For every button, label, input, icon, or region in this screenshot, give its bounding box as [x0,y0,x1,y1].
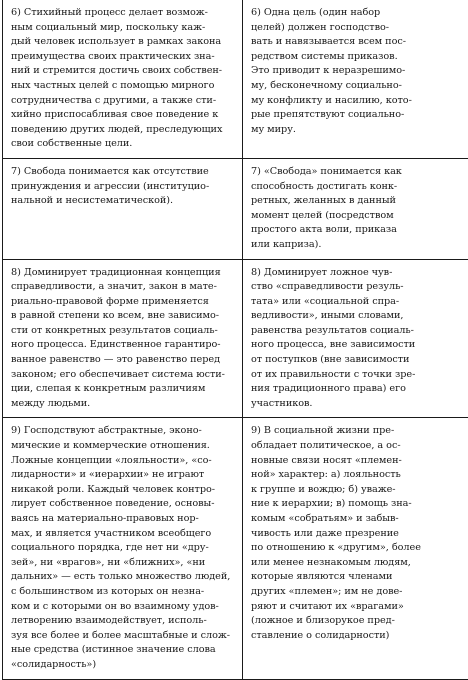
table-row [3,0,468,158]
right-cell: 9) В социальной жизни пре- обладает политическое, а ос- новные связи носят «племен- ной» характер: а) лояльность к группе и вождю; б) уваже- ние к иерархии; в) помощь зна- комым «собратьям» и забыв- чивость или даже презрение по отношению к «другим», более или менее незнакомым людям, которые являются членами других «племен»; им не дове- ряют и считают их «врагами» (ложное и близорукое пред- ставление о солидарности) [243,418,468,679]
left-cell: 6) Стихийный процесс делает возмож- ным социальный мир, поскольку каж- дый человек использует в рамках закона преимущества своих практических зна- ний и стремится достичь своих собствен- ных частных целей с помощью мирного сотрудничества с другими, а также сти- хийно приспосабливая свое поведение к поведению других людей, преследующих свои собственные цели. [3,0,243,158]
table-row [3,259,468,418]
table-row [3,418,468,679]
table-row [3,158,468,259]
right-cell: 6) Одна цель (один набор целей) должен господство- вать и навязывается всем пос- редством системы приказов. Это приводит к неразрешимо- му, бесконечному социально- му конфликту и насилию, кото- рые препятствуют социально- му миру. [243,0,468,158]
left-cell: 7) Свобода понимается как отсутствие принуждения и агрессии (институцио- нальной и несистематической). [3,158,243,259]
left-cell: 9) Господствуют абстрактные, эконо- мические и коммерческие отношения. Ложные концепции «лояльности», «со- лидарности» и «иерархии» не играют никакой роли. Каждый человек контро- лирует собственное поведение, основы- ваясь на материально-правовых нор- мах, и является участником всеобщего социального порядка, где нет ни «дру- зей», ни «врагов», ни «ближних», «ни дальних» — есть только множество людей, с большинством из которых он незна- ком и с которыми он во взаимному удов- летворению взаимодействует, исполь- зуя все более и более масштабные и слож- ные средства (истинное значение слова «солидарность») [3,418,243,679]
right-cell: 8) Доминирует ложное чув- ство «справедливости резуль- тата» или «социальной спра- ведливости», иными словами, равенства результатов социаль- ного процесса, вне зависимости от поступков (вне зависимости от их правильности с точки зре- ния традиционного права) его участников. [243,259,468,418]
comparison-table [2,0,468,680]
right-cell: 7) «Свобода» понимается как способность достигать конк- ретных, желанных в данный момент целей (посредством простого акта воли, приказа или каприза). [243,158,468,259]
left-cell: 8) Доминирует традиционная концепция справедливости, а значит, закон в мате- риально-правовой форме применяется в равной степени ко всем, вне зависимо- сти от конкретных результатов социаль- ного процесса. Единственное гарантиро- ванное равенство — это равенство перед законом; его обеспечивает система юсти- ции, слепая к конкретным различиям между людьми. [3,259,243,418]
